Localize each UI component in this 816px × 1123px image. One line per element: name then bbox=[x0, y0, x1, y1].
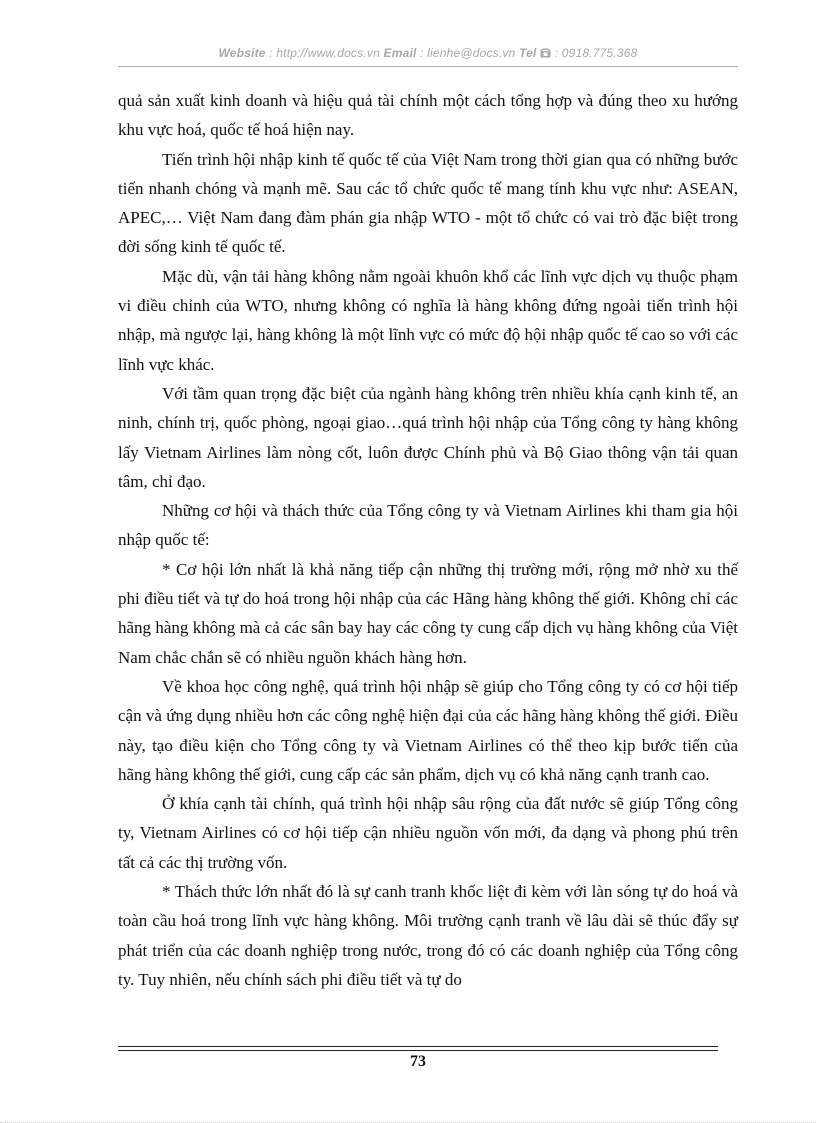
paragraph: Với tầm quan trọng đặc biệt của ngành hàng không trên nhiều khía cạnh kinh tế, an ninh, chính trị, quốc phòng, ngoại giao…quá trình hội nhập của Tổng công ty hàng không lấy Vietnam Airlines làm nòng cốt, luôn được Chính phủ và Bộ Giao thông vận tải quan tâm, chỉ đạo. bbox=[118, 383, 738, 491]
phone-icon bbox=[540, 46, 555, 60]
paragraph: Tiến trình hội nhập kinh tế quốc tế của Việt Nam trong thời gian qua có những bước tiến nhanh chóng và mạnh mẽ. Sau các tổ chức quốc tế mang tính khu vực như: ASEAN, APEC,… Việt Nam đang đàm phán gia nhập WTO - một tổ chức có vai trò đặc biệt trong đời sống kinh tế quốc tế. bbox=[118, 149, 738, 257]
paragraph: * Thách thức lớn nhất đó là sự canh tranh khốc liệt đi kèm với làn sóng tự do hoá và toàn cầu hoá trong lĩnh vực hàng không. Môi trường cạnh tranh về lâu dài sẽ thúc đẩy sự phát triển của các doanh nghiệp trong nước, trong đó có các doanh nghiệp của Tổng công ty. Tuy nhiên, nếu chính sách phi điều tiết và tự do bbox=[118, 882, 738, 989]
email-value: : lienhe@docs.vn bbox=[420, 46, 516, 60]
tel-value: : 0918.775.368 bbox=[554, 46, 638, 60]
body-text bbox=[118, 86, 738, 994]
page-number: 73 bbox=[410, 1053, 426, 1070]
paragraph: Ở khía cạnh tài chính, quá trình hội nhập sâu rộng của đất nước sẽ giúp Tổng công ty, Vietnam Airlines có cơ hội tiếp cận nhiều nguồn vốn mới, đa dạng và phong phú trên tất cả các thị trường vốn. bbox=[118, 794, 738, 872]
page-header bbox=[118, 46, 738, 60]
footer-divider bbox=[118, 1050, 718, 1051]
website-value: : http://www.docs.vn bbox=[269, 46, 380, 60]
paragraph: quả sản xuất kinh doanh và hiệu quả tài chính một cách tổng hợp và đúng theo xu hướng khu vực hoá, quốc tế hoá hiện nay. bbox=[118, 91, 738, 140]
paragraph: Mặc dù, vận tải hàng không nằm ngoài khuôn khổ các lĩnh vực dịch vụ thuộc phạm vi điều chỉnh của WTO, nhưng không có nghĩa là hàng không đứng ngoài tiến trình hội nhập, mà ngược lại, hàng không là một lĩnh vực có mức độ hội nhập quốc tế cao so với các lĩnh vực khác. bbox=[118, 266, 738, 374]
paragraph: Về khoa học công nghệ, quá trình hội nhập sẽ giúp cho Tổng công ty có cơ hội tiếp cận và ứng dụng nhiều hơn các công nghệ hiện đại của các hãng hàng không thế giới. Điều này, tạo điều kiện cho Tổng công ty và Vietnam Airlines có thể theo kịp bước tiến của hãng hàng không thế giới, cung cấp các sản phẩm, dịch vụ có khả năng cạnh tranh cao. bbox=[118, 676, 738, 784]
email-label: Email bbox=[383, 46, 417, 60]
paragraph: * Cơ hội lớn nhất là khả năng tiếp cận những thị trường mới, rộng mở nhờ xu thế phi điều tiết và tự do hoá trong hội nhập của các Hãng hàng không thế giới. Không chỉ các hãng hàng không mà cả các sân bay hay các công ty cung cấp dịch vụ hàng không của Việt Nam chắc chắn sẽ có nhiều nguồn khách hàng hơn. bbox=[118, 559, 738, 667]
footer-divider bbox=[118, 1046, 718, 1047]
header-divider bbox=[118, 66, 738, 67]
paragraph: Những cơ hội và thách thức của Tổng công ty và Vietnam Airlines khi tham gia hội nhập quốc tế: bbox=[118, 501, 738, 550]
website-label: Website bbox=[218, 46, 266, 60]
tel-label: Tel bbox=[519, 46, 537, 60]
